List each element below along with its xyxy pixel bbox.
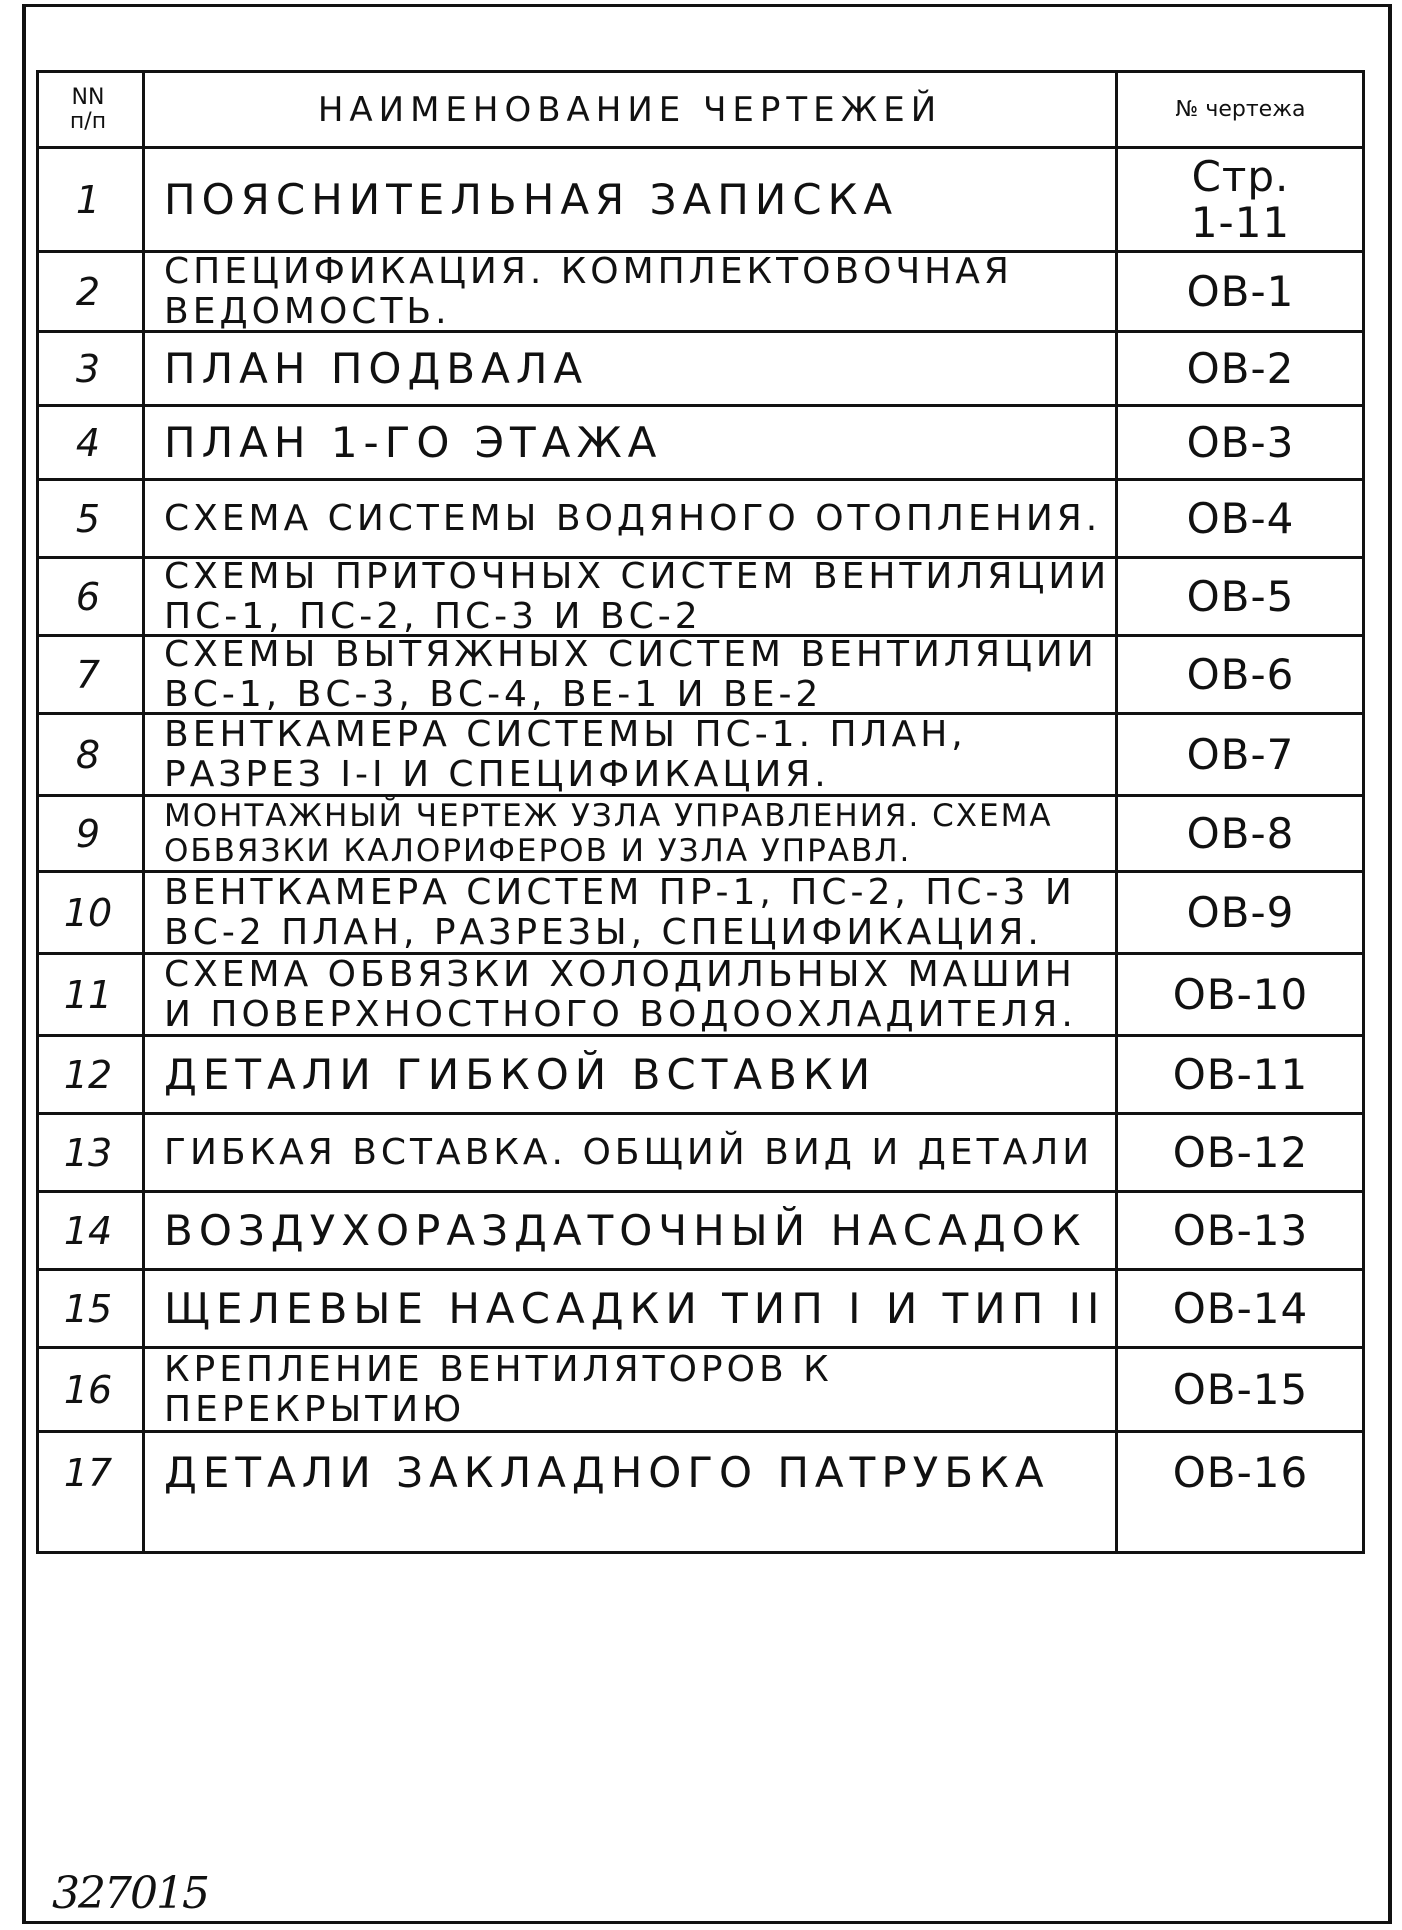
row-drawing-number: ОВ-8 [1117,797,1364,873]
row-number: 16 [39,1349,143,1433]
row-drawing-number: ОВ-10 [1117,955,1364,1037]
row-number: 12 [39,1037,143,1115]
row-name: ЩЕЛЕВЫЕ НАСАДКИ ТИП I И ТИП II [144,1271,1116,1349]
row-number: 1 [39,149,143,253]
row-number: 7 [39,637,143,715]
row-number: 4 [39,407,143,481]
row-number: 14 [39,1193,143,1271]
row-drawing-number: ОВ-11 [1117,1037,1364,1115]
row-drawing-number: ОВ-6 [1117,637,1364,715]
row-number: 3 [39,333,143,407]
row-drawing-number: ОВ-5 [1117,559,1364,637]
row-number: 9 [39,797,143,873]
header-number: NN п/п [39,73,143,149]
row-name: ДЕТАЛИ ЗАКЛАДНОГО ПАТРУБКА [164,1448,1050,1497]
row-number: 8 [39,715,143,797]
archive-stamp-number: 327015 [52,1868,208,1919]
row-number: 11 [39,955,143,1037]
row-name: ПЛАН ПОДВАЛА [144,333,1116,407]
row-name: ВЕНТКАМЕРА СИСТЕМЫ ПС-1. ПЛАН, РАЗРЕЗ I-I И СПЕЦИФИКАЦИЯ. [144,715,1116,797]
row-name: СХЕМЫ ВЫТЯЖНЫХ СИСТЕМ ВЕНТИЛЯЦИИ ВС-1, ВС-3, ВС-4, ВЕ-1 И ВЕ-2 [144,637,1116,715]
row-drawing-number: ОВ-7 [1117,715,1364,797]
row-name: КРЕПЛЕНИЕ ВЕНТИЛЯТОРОВ К ПЕРЕКРЫТИЮ [144,1349,1116,1433]
row-name: СХЕМА ОБВЯЗКИ ХОЛОДИЛЬНЫХ МАШИН И ПОВЕРХНОСТНОГО ВОДООХЛАДИТЕЛЯ. [144,955,1116,1037]
row-drawing-number: ОВ-12 [1117,1115,1364,1193]
row-drawing-number: ОВ-15 [1117,1349,1364,1433]
row-name: СПЕЦИФИКАЦИЯ. КОМПЛЕКТОВОЧНАЯ ВЕДОМОСТЬ. [144,253,1116,333]
row-drawing-number: ОВ-9 [1117,873,1364,955]
row-name: ВОЗДУХОРАЗДАТОЧНЫЙ НАСАДОК [144,1193,1116,1271]
row-drawing-number: ОВ-13 [1117,1193,1364,1271]
row-drawing-number: ОВ-4 [1117,481,1364,559]
header-drawing-number: № чертежа [1117,73,1364,149]
row-number: 13 [39,1115,143,1193]
row-name: ПЛАН 1-ГО ЭТАЖА [144,407,1116,481]
row-number: 10 [39,873,143,955]
row-name: ДЕТАЛИ ГИБКОЙ ВСТАВКИ [144,1037,1116,1115]
row-drawing-number: ОВ-16 [1172,1448,1309,1497]
row-drawing-number: ОВ-2 [1117,333,1364,407]
drawings-list-table [36,70,1365,1554]
row-name: ПОЯСНИТЕЛЬНАЯ ЗАПИСКА [144,149,1116,253]
row-drawing-number: Стр. 1-11 [1117,149,1364,253]
row-drawing-number: ОВ-3 [1117,407,1364,481]
row-name: СХЕМА СИСТЕМЫ ВОДЯНОГО ОТОПЛЕНИЯ. [144,481,1116,559]
row-name: ГИБКАЯ ВСТАВКА. ОБЩИЙ ВИД И ДЕТАЛИ [144,1115,1116,1193]
row-number: 2 [39,253,143,333]
row-name: МОНТАЖНЫЙ ЧЕРТЕЖ УЗЛА УПРАВЛЕНИЯ. СХЕМА ОБВЯЗКИ КАЛОРИФЕРОВ И УЗЛА УПРАВЛ. [144,797,1116,873]
header-name: НАИМЕНОВАНИЕ ЧЕРТЕЖЕЙ [144,73,1116,149]
row-number: 6 [39,559,143,637]
row-name: ВЕНТКАМЕРА СИСТЕМ ПР-1, ПС-2, ПС-3 И ВС-2 ПЛАН, РАЗРЕЗЫ, СПЕЦИФИКАЦИЯ. [144,873,1116,955]
row-number: 15 [39,1271,143,1349]
row-drawing-number: ОВ-14 [1117,1271,1364,1349]
row-number: 5 [39,481,143,559]
row-number: 17 [63,1451,113,1495]
row-drawing-number: ОВ-1 [1117,253,1364,333]
row-name: СХЕМЫ ПРИТОЧНЫХ СИСТЕМ ВЕНТИЛЯЦИИ ПС-1, ПС-2, ПС-3 И ВС-2 [144,559,1116,637]
